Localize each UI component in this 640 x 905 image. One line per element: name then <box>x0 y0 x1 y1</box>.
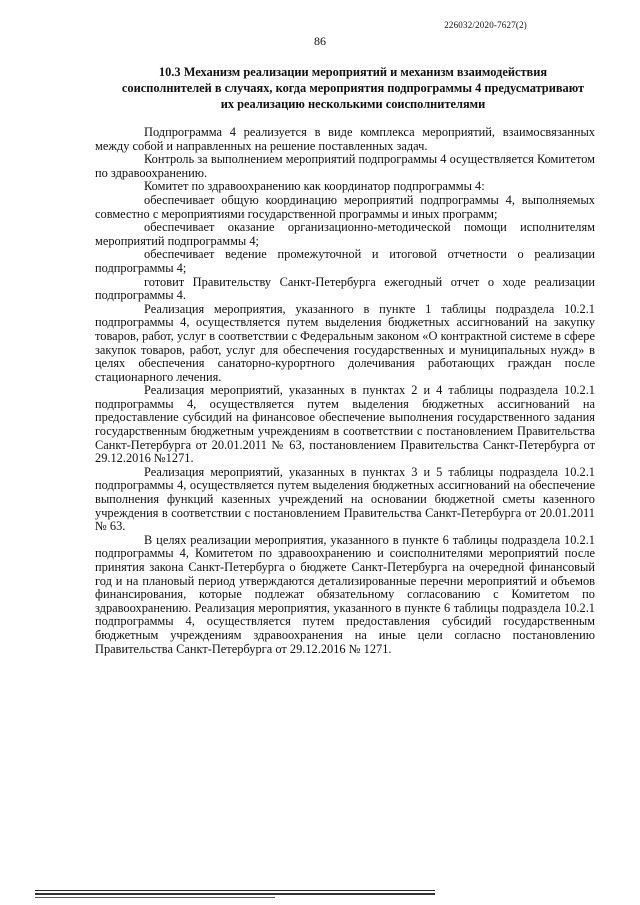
paragraph: обеспечивает ведение промежуточной и итоговой отчетности о реализации подпрограммы 4; <box>95 247 595 275</box>
paragraph: Контроль за выполнением мероприятий подпрограммы 4 осуществляется Комитетом по здравоохранению. <box>95 152 595 180</box>
document-id: 226032/2020-7627(2) <box>444 20 527 30</box>
paragraph: Реализация мероприятий, указанных в пунктах 3 и 5 таблицы подраздела 10.2.1 подпрограммы 4, осуществляется путем выделения бюджетных ассигнований на обеспечение выполнения функций казенных учреждений на основании бюджетной сметы казенного учреждения в соответствии с постановлением Правительства Санкт-Петербурга от 20.01.2011 № 63. <box>95 464 595 534</box>
document-body <box>95 126 595 656</box>
paragraph: Комитет по здравоохранению как координатор подпрограммы 4: <box>144 179 485 194</box>
paragraph: Реализация мероприятия, указанного в пункте 1 таблицы подраздела 10.2.1 подпрограммы 4, осуществляется путем выделения бюджетных ассигнований на закупку товаров, работ, услуг в соответствии с Федеральным законом «О контрактной системе в сфере закупок товаров, работ, услуг для обеспечения государственных и муниципальных нужд» в целях обеспечения санаторно-курортного долечивания работающих граждан после стационарного лечения. <box>95 301 595 384</box>
paragraph: Подпрограмма 4 реализуется в виде комплекса мероприятий, взаимосвязанных между собой и направленных на решение поставленных задач. <box>95 125 595 153</box>
paragraph: В целях реализации мероприятия, указанного в пункте 6 таблицы подраздела 10.2.1 подпрограммы 4, Комитетом по здравоохранению и соисполнителями мероприятий после принятия закона Санкт-Петербурга о бюджете Санкт-Петербурга на очередной финансовый год и на плановый период утверждаются детализированные перечни мероприятий и объемов финансирования, которые подлежат обязательному согласованию с Комитетом по здравоохранению. Реализация мероприятия, указанного в пункте 6 таблицы подраздела 10.2.1 подпрограммы 4, осуществляется путем предоставления субсидий государственным бюджетным учреждениям здравоохранения на иные цели согласно постановлению Правительства Санкт-Петербурга от 29.12.2016 № 1271. <box>95 532 595 656</box>
section-heading: 10.3 Механизм реализации мероприятий и механизм взаимодействия соисполнителей в случаях, когда мероприятия подпрограммы 4 предусматривают их реализацию несколькими соисполнителями <box>121 65 585 111</box>
footer-rule <box>35 890 435 898</box>
paragraph: обеспечивает общую координацию мероприятий подпрограммы 4, выполняемых совместно с мероприятиями государственной программы и иных программ; <box>95 192 595 221</box>
paragraph: Реализация мероприятий, указанных в пунктах 2 и 4 таблицы подраздела 10.2.1 подпрограммы 4, осуществляется путем выделения бюджетных ассигнований на предоставление субсидий на финансовое обеспечение выполнения государственного задания государственным бюджетным учреждениям в соответствии с постановлением Правительства Санкт-Петербурга от 20.01.2011 № 63, постановлением Правительства Санкт-Петербурга от 29.12.2016 №1271. <box>95 383 595 466</box>
paragraph: обеспечивает оказание организационно-методической помощи исполнителям мероприятий подпрограммы 4; <box>95 220 595 248</box>
paragraph: готовит Правительству Санкт-Петербурга ежегодный отчет о ходе реализации подпрограммы 4. <box>95 274 595 303</box>
page-number: 86 <box>314 34 326 48</box>
